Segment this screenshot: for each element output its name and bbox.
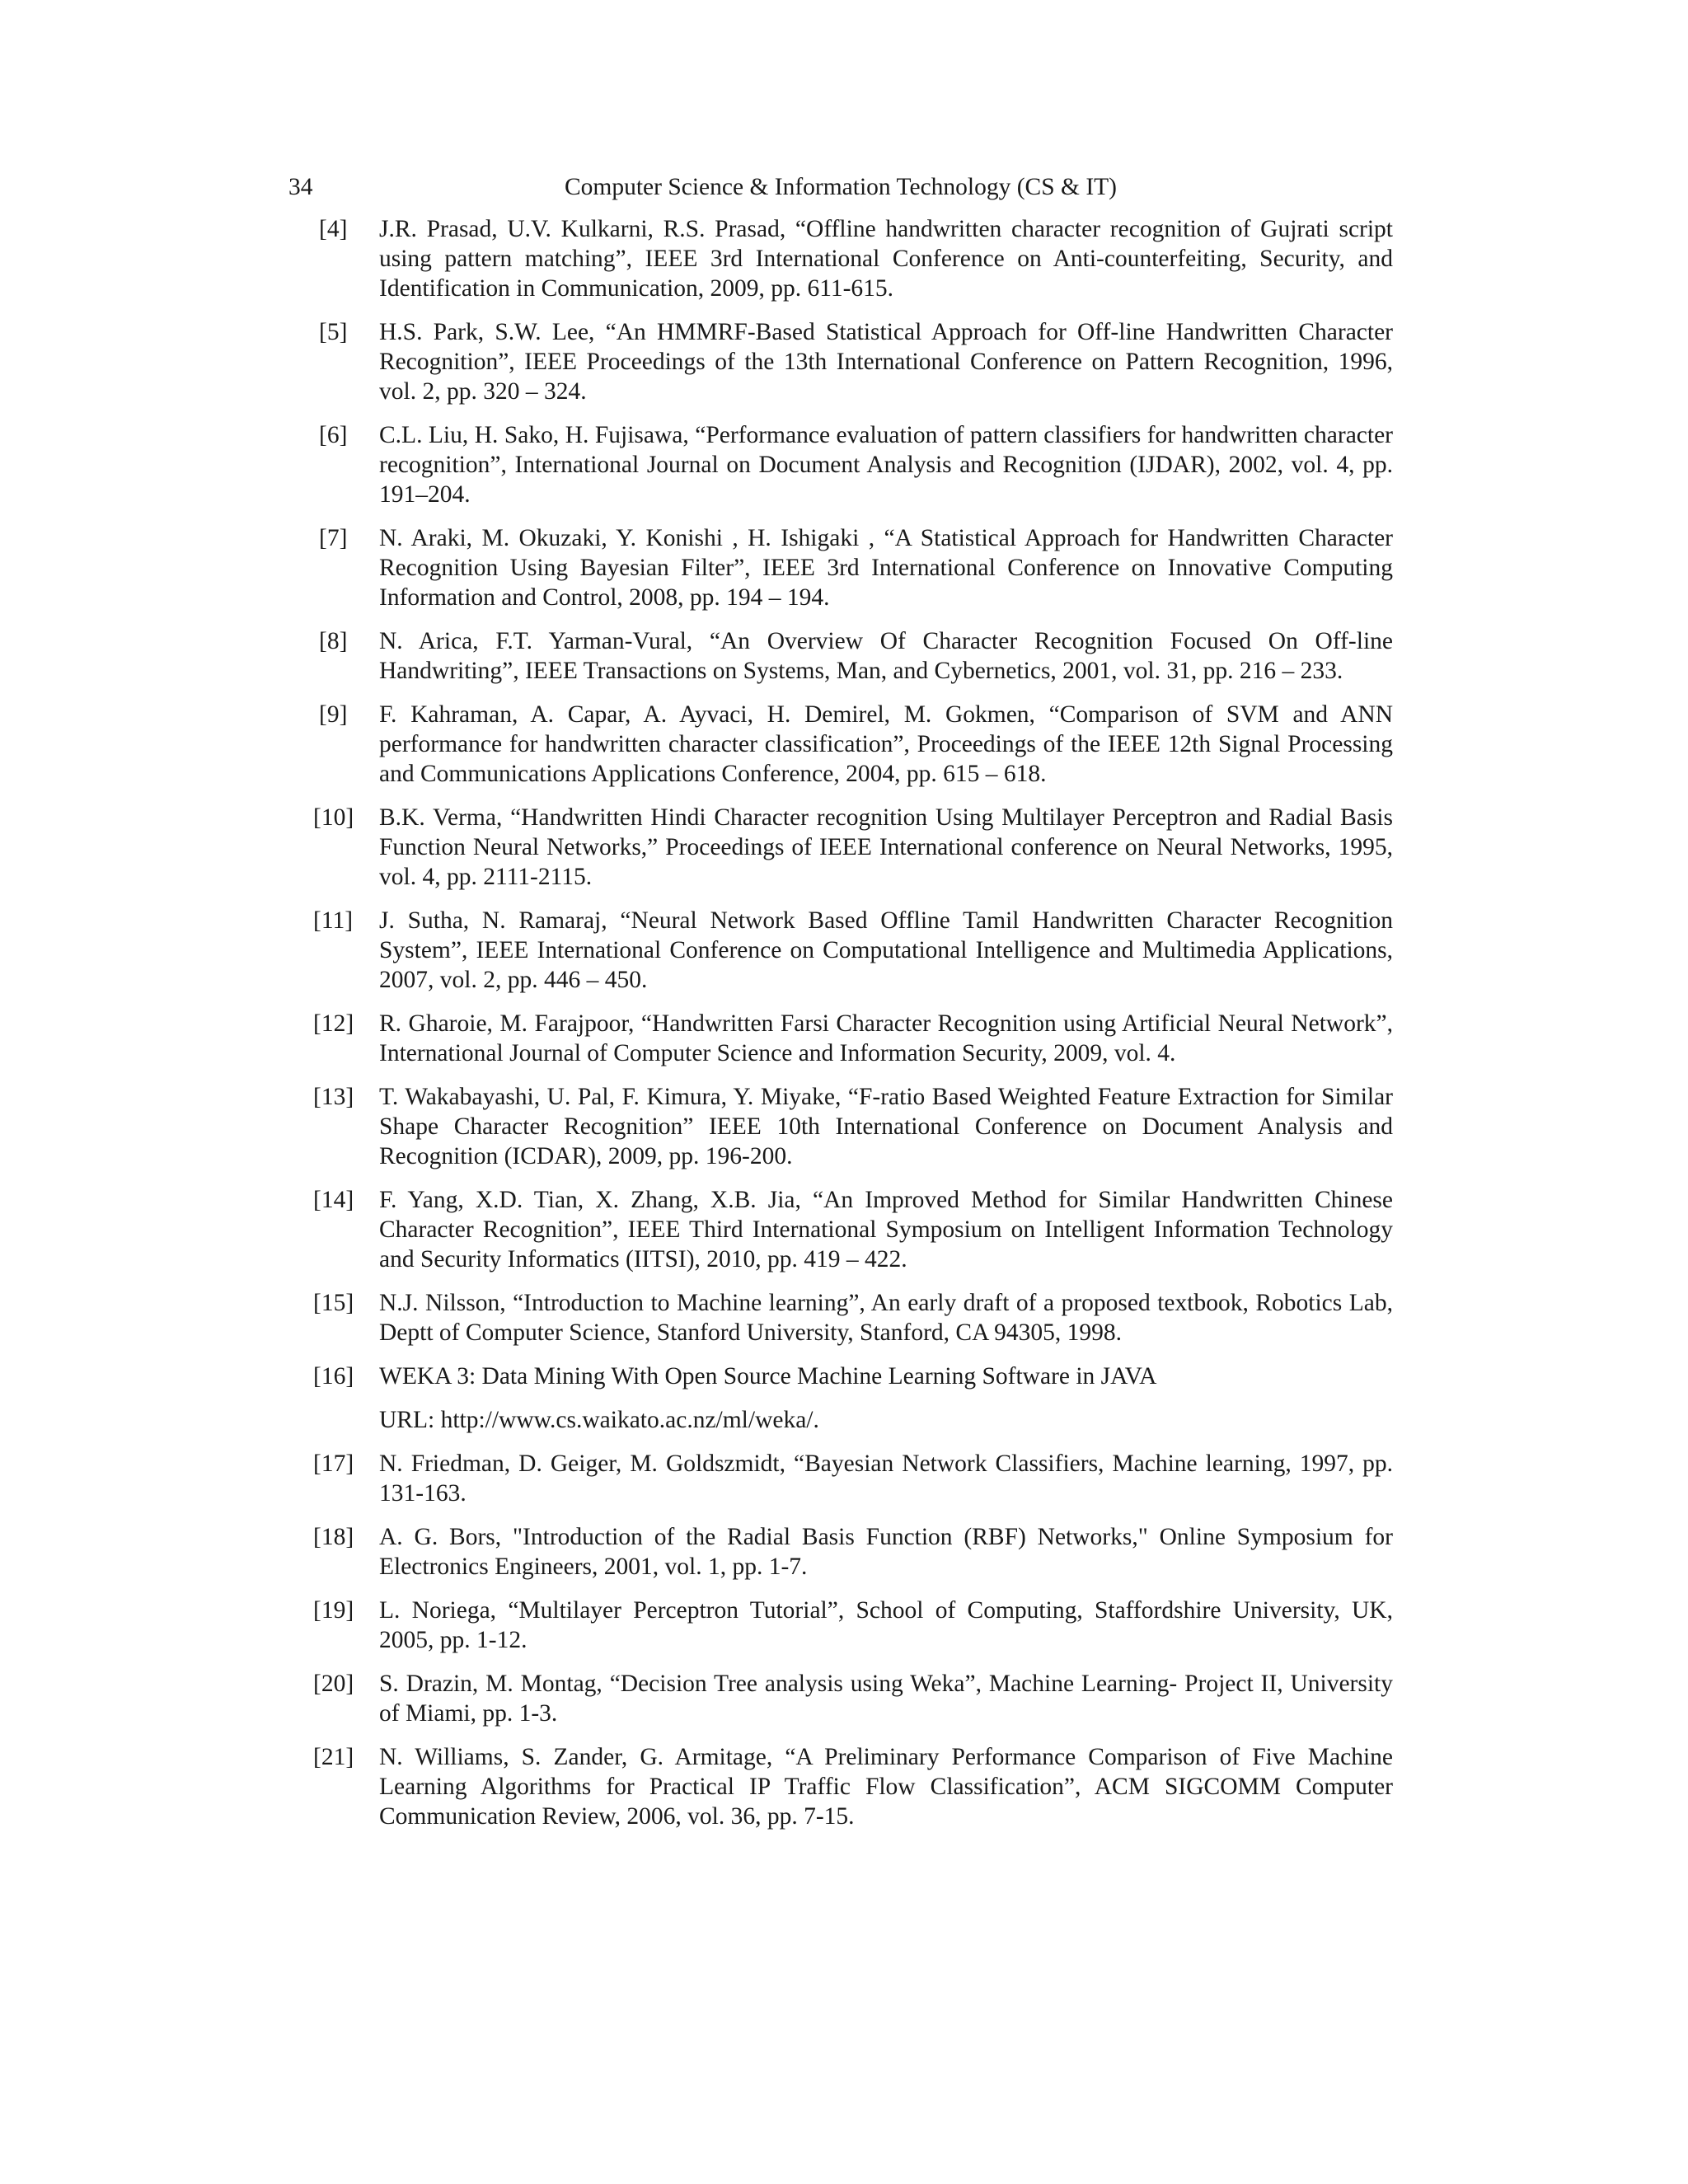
reference-url: URL: http://www.cs.waikato.ac.nz/ml/weka/. <box>379 1407 819 1433</box>
reference-number: [7] <box>319 525 348 551</box>
reference-number: [20] <box>313 1671 354 1697</box>
reference-item <box>288 1082 1393 1171</box>
reference-number: [12] <box>313 1010 354 1037</box>
page-header <box>288 169 1393 205</box>
reference-item <box>288 700 1393 789</box>
reference-text: F. Kahraman, A. Capar, A. Ayvaci, H. Demirel, M. Gokmen, “Comparison of SVM and ANN performance for handwritten character classification”, Proceedings of the IEEE 12th Signal Processing and Communications Applications Conference, 2004, pp. 615 – 618. <box>379 701 1393 787</box>
reference-item <box>288 523 1393 612</box>
reference-item <box>288 626 1393 686</box>
reference-text: N.J. Nilsson, “Introduction to Machine learning”, An early draft of a proposed textbook, Robotics Lab, Deptt of Computer Science, Stanford University, Stanford, CA 94305, 1998. <box>379 1290 1393 1346</box>
reference-text: WEKA 3: Data Mining With Open Source Machine Learning Software in JAVA <box>379 1363 1157 1390</box>
reference-text: N. Araki, M. Okuzaki, Y. Konishi , H. Ishigaki , “A Statistical Approach for Handwritten Character Recognition Using Bayesian Filter”, IEEE 3rd International Conference on Innovative Computing Information and Control, 2008, pp. 194 – 194. <box>379 525 1393 611</box>
reference-item <box>288 803 1393 892</box>
reference-item <box>288 1009 1393 1068</box>
reference-text: B.K. Verma, “Handwritten Hindi Character recognition Using Multilayer Perceptron and Radial Basis Function Neural Networks,” Proceedings of IEEE International conference on Neural Networks, 1995, vol. 4, pp. 2111-2115. <box>379 804 1393 890</box>
reference-number: [4] <box>319 216 348 242</box>
reference-number: [19] <box>313 1597 354 1624</box>
reference-number: [18] <box>313 1524 354 1550</box>
reference-text: L. Noriega, “Multilayer Perceptron Tutorial”, School of Computing, Staffordshire University, UK, 2005, pp. 1-12. <box>379 1597 1393 1653</box>
reference-item <box>288 317 1393 406</box>
reference-item <box>288 1669 1393 1728</box>
reference-item <box>288 1742 1393 1831</box>
reference-number: [9] <box>319 701 348 728</box>
reference-number: [10] <box>313 804 354 831</box>
page-number: 34 <box>288 174 313 200</box>
reference-number: [14] <box>313 1187 354 1213</box>
reference-text: A. G. Bors, "Introduction of the Radial Basis Function (RBF) Networks," Online Symposium for Electronics Engineers, 2001, vol. 1, pp. 1-7. <box>379 1524 1393 1580</box>
reference-number: [15] <box>313 1290 354 1316</box>
reference-text: H.S. Park, S.W. Lee, “An HMMRF-Based Statistical Approach for Off-line Handwritten Character Recognition”, IEEE Proceedings of the 13th International Conference on Pattern Recognition, 1996, vol. 2, pp. 320 – 324. <box>379 319 1393 405</box>
reference-item <box>288 214 1393 303</box>
reference-text: N. Williams, S. Zander, G. Armitage, “A Preliminary Performance Comparison of Five Machine Learning Algorithms for Practical IP Traffic Flow Classification”, ACM SIGCOMM Computer Communication Review, 2006, vol. 36, pp. 7-15. <box>379 1744 1393 1830</box>
reference-item <box>288 1449 1393 1508</box>
reference-item <box>288 1522 1393 1582</box>
reference-list <box>288 214 1393 1845</box>
reference-text: N. Arica, F.T. Yarman-Vural, “An Overview Of Character Recognition Focused On Off-line Handwriting”, IEEE Transactions on Systems, Man, and Cybernetics, 2001, vol. 31, pp. 216 – 233. <box>379 628 1393 684</box>
reference-text: N. Friedman, D. Geiger, M. Goldszmidt, “Bayesian Network Classifiers, Machine learning, 1997, pp. 131-163. <box>379 1451 1393 1507</box>
reference-number: [21] <box>313 1744 354 1770</box>
reference-number: [17] <box>313 1451 354 1477</box>
reference-number: [6] <box>319 422 348 448</box>
reference-text: T. Wakabayashi, U. Pal, F. Kimura, Y. Miyake, “F-ratio Based Weighted Feature Extraction for Similar Shape Character Recognition” IEEE 10th International Conference on Document Analysis and Recognition (ICDAR), 2009, pp. 196-200. <box>379 1084 1393 1169</box>
reference-text: J. Sutha, N. Ramaraj, “Neural Network Based Offline Tamil Handwritten Character Recognition System”, IEEE International Conference on Computational Intelligence and Multimedia Applications, 2007, vol. 2, pp. 446 – 450. <box>379 907 1393 993</box>
reference-number: [13] <box>313 1084 354 1110</box>
reference-item <box>288 1596 1393 1655</box>
reference-number: [11] <box>313 907 354 934</box>
reference-item <box>288 420 1393 509</box>
reference-text: R. Gharoie, M. Farajpoor, “Handwritten Farsi Character Recognition using Artificial Neural Network”, International Journal of Computer Science and Information Security, 2009, vol. 4. <box>379 1010 1393 1066</box>
reference-number: [8] <box>319 628 348 654</box>
reference-item <box>288 1185 1393 1274</box>
reference-text: J.R. Prasad, U.V. Kulkarni, R.S. Prasad, “Offline handwritten character recognition of Gujrati script using pattern matching”, IEEE 3rd International Conference on Anti-counterfeiting, Security, and Identification in Communication, 2009, pp. 611-615. <box>379 216 1393 302</box>
reference-item <box>288 906 1393 995</box>
reference-number: [16] <box>313 1363 354 1390</box>
reference-text: F. Yang, X.D. Tian, X. Zhang, X.B. Jia, “An Improved Method for Similar Handwritten Chinese Character Recognition”, IEEE Third International Symposium on Intelligent Information Technology and Security Informatics (IITSI), 2010, pp. 419 – 422. <box>379 1187 1393 1272</box>
reference-item <box>288 1288 1393 1347</box>
reference-text: C.L. Liu, H. Sako, H. Fujisawa, “Performance evaluation of pattern classifiers for handwritten character recognition”, International Journal on Document Analysis and Recognition (IJDAR), 2002, vol. 4, pp. 191–204. <box>379 422 1393 508</box>
journal-title: Computer Science & Information Technology (CS & IT) <box>564 174 1118 200</box>
reference-item <box>288 1361 1393 1435</box>
reference-text: S. Drazin, M. Montag, “Decision Tree analysis using Weka”, Machine Learning- Project II, University of Miami, pp. 1-3. <box>379 1671 1393 1727</box>
reference-number: [5] <box>319 319 348 345</box>
